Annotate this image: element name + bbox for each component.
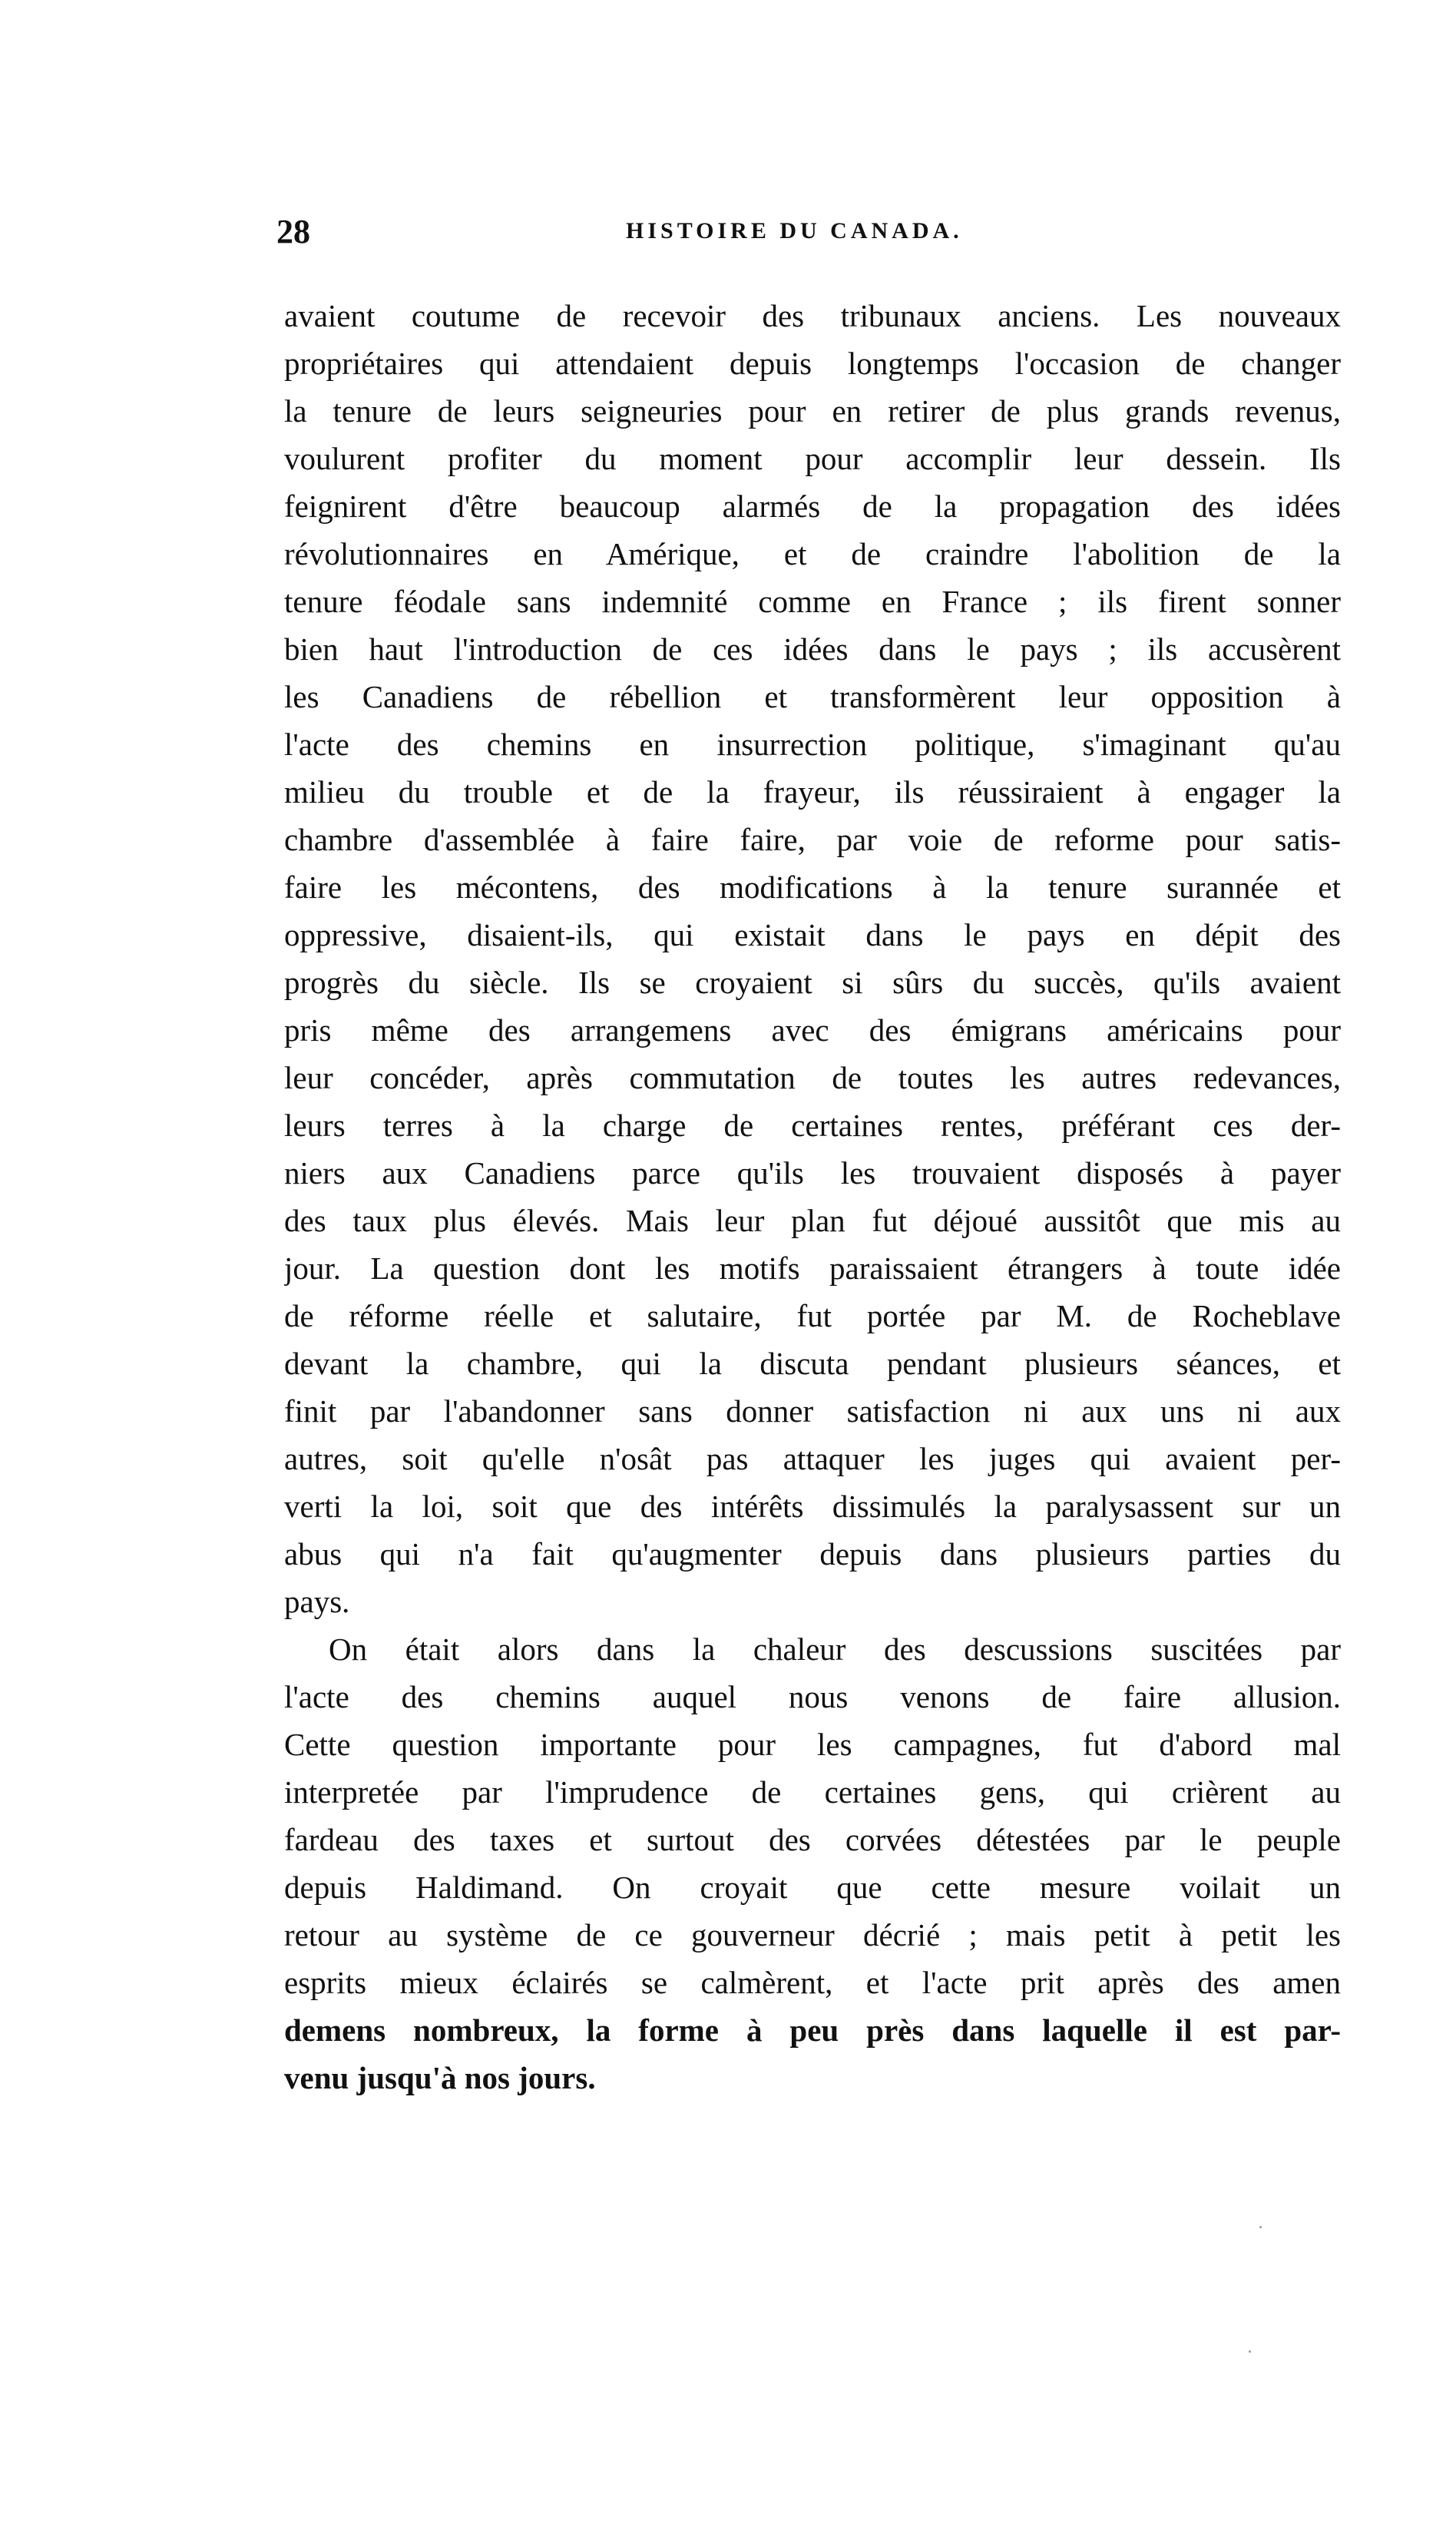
text-line: retour au système de ce gouverneur décrié ; mais petit à petit les — [284, 1917, 1341, 1953]
text-line: chambre d'assemblée à faire faire, par voie de reforme pour satis- — [284, 822, 1341, 857]
text-line: demens nombreux, la forme à peu près dans laquelle il est par- — [284, 2012, 1341, 2048]
text-line: propriétaires qui attendaient depuis longtemps l'occasion de changer — [284, 346, 1341, 381]
paragraph-1 — [284, 292, 1341, 1625]
paragraph-2 — [284, 1625, 1341, 2102]
text-line: feignirent d'être beaucoup alarmés de la propagation des idées — [284, 489, 1341, 524]
page-number: 28 — [276, 213, 310, 250]
text-line: esprits mieux éclairés se calmèrent, et l'acte prit après des amen — [284, 1965, 1341, 2000]
text-line: autres, soit qu'elle n'osât pas attaquer les juges qui avaient per- — [284, 1441, 1341, 1476]
text-line: oppressive, disaient-ils, qui existait dans le pays en dépit des — [284, 917, 1341, 952]
text-line: des taux plus élevés. Mais leur plan fut déjoué aussitôt que mis au — [284, 1203, 1341, 1238]
text-line: l'acte des chemins en insurrection politique, s'imaginant qu'au — [284, 727, 1341, 762]
text-line: de réforme réelle et salutaire, fut portée par M. de Rocheblave — [284, 1298, 1341, 1333]
text-line: devant la chambre, qui la discuta pendant plusieurs séances, et — [284, 1346, 1341, 1381]
text-line: pays. — [284, 1584, 350, 1619]
running-head — [276, 212, 1044, 258]
text-line: faire les mécontens, des modifications à la tenure surannée et — [284, 869, 1341, 905]
scan-speck — [1259, 2226, 1262, 2228]
text-line: interpretée par l'imprudence de certaines gens, qui crièrent au — [284, 1774, 1341, 1810]
text-line: finit par l'abandonner sans donner satisfaction ni aux uns ni aux — [284, 1393, 1341, 1429]
text-line: verti la loi, soit que des intérêts dissimulés la paralysassent sur un — [284, 1489, 1341, 1524]
body-text — [284, 292, 1341, 2102]
text-line: jour. La question dont les motifs paraissaient étrangers à toute idée — [284, 1250, 1341, 1286]
text-line: les Canadiens de rébellion et transformèrent leur opposition à — [284, 679, 1341, 714]
text-line: milieu du trouble et de la frayeur, ils réussiraient à engager la — [284, 774, 1341, 810]
text-line: abus qui n'a fait qu'augmenter depuis dans plusieurs parties du — [284, 1536, 1341, 1572]
text-line: pris même des arrangemens avec des émigrans américains pour — [284, 1012, 1341, 1048]
text-line: venu jusqu'à nos jours. — [284, 2060, 596, 2095]
text-line: On était alors dans la chaleur des descussions suscitées par — [329, 1631, 1341, 1667]
text-line: Cette question importante pour les campagnes, fut d'abord mal — [284, 1727, 1341, 1762]
text-line: progrès du siècle. Ils se croyaient si sûrs du succès, qu'ils avaient — [284, 965, 1341, 1000]
text-line: la tenure de leurs seigneuries pour en retirer de plus grands revenus, — [284, 393, 1341, 429]
scan-speck — [1249, 2350, 1251, 2353]
text-line: voulurent profiter du moment pour accomplir leur dessein. Ils — [284, 441, 1341, 476]
text-line: fardeau des taxes et surtout des corvées détestées par le peuple — [284, 1822, 1341, 1857]
text-line: bien haut l'introduction de ces idées dans le pays ; ils accusèrent — [284, 631, 1341, 667]
text-line: révolutionnaires en Amérique, et de craindre l'abolition de la — [284, 536, 1341, 571]
text-line: l'acte des chemins auquel nous venons de faire allusion. — [284, 1679, 1341, 1714]
text-line: avaient coutume de recevoir des tribunaux anciens. Les nouveaux — [284, 298, 1341, 333]
running-title: HISTOIRE DU CANADA. — [626, 218, 963, 243]
text-line: tenure féodale sans indemnité comme en France ; ils firent sonner — [284, 584, 1341, 619]
text-line: leurs terres à la charge de certaines rentes, préférant ces der- — [284, 1108, 1341, 1143]
text-line: leur concéder, après commutation de toutes les autres redevances, — [284, 1060, 1341, 1095]
text-line: depuis Haldimand. On croyait que cette mesure voilait un — [284, 1870, 1341, 1905]
text-line: niers aux Canadiens parce qu'ils les trouvaient disposés à payer — [284, 1155, 1341, 1191]
